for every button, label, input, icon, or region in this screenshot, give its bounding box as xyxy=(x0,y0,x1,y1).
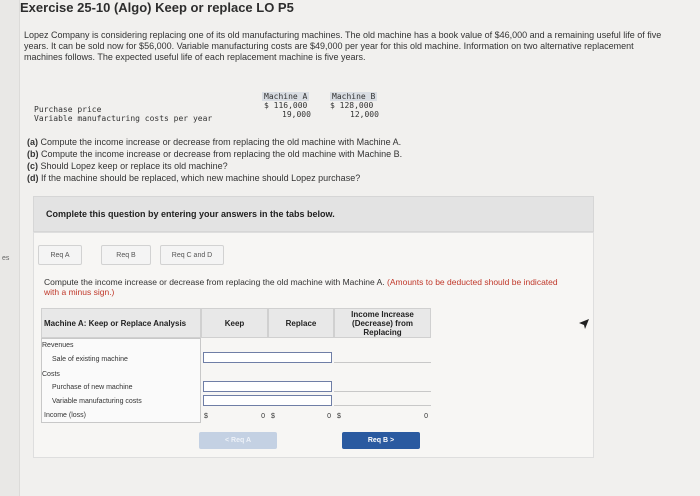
machine-a-header: Machine A xyxy=(264,92,308,101)
row-income-loss: Income (loss) xyxy=(44,412,87,419)
question-list xyxy=(27,136,547,184)
machines-table xyxy=(32,92,402,124)
banner-text: Complete this question by entering your answers in the tabs below. xyxy=(46,209,335,219)
row-sale-existing-machine: Sale of existing machine xyxy=(52,356,128,363)
income-change-total: $ 0 xyxy=(337,413,428,420)
machine-b-variable: 12,000 xyxy=(350,110,379,119)
machine-a-variable: 19,000 xyxy=(282,110,311,119)
row-revenues: Revenues xyxy=(42,342,74,349)
question-d: (d) If the machine should be replaced, which new machine should Lopez purchase? xyxy=(27,173,361,183)
keep-income-total: $ 0 xyxy=(204,413,265,420)
tab-req-a[interactable]: Req A xyxy=(38,245,82,265)
sale-existing-input[interactable] xyxy=(203,352,332,363)
row-purchase-new-machine: Purchase of new machine xyxy=(52,384,133,391)
tab-req-b[interactable]: Req B xyxy=(101,245,151,265)
question-b: (b) Compute the income increase or decrease from replacing the old machine with Machine B. xyxy=(27,149,403,159)
question-a: (a) Compute the income increase or decrease from replacing the old machine with Machine A. xyxy=(27,137,402,147)
replace-header: Replace xyxy=(268,308,334,338)
machine-b-header: Machine B xyxy=(332,92,376,101)
row-variable-costs: Variable manufacturing costs xyxy=(52,398,142,405)
keep-header: Keep xyxy=(201,308,268,338)
machine-b-price: $ 128,000 xyxy=(330,101,374,110)
minus-sign-note: (Amounts to be deducted should be indicated with a minus sign.) xyxy=(44,277,558,297)
question-c: (c) Should Lopez keep or replace its old machine? xyxy=(27,161,228,171)
row-costs: Costs xyxy=(42,371,60,378)
problem-intro: Lopez Company is considering replacing one of its old manufacturing machines. The old machine has a book value of $46,000 and a remaining useful life of five years. It can be sold now for $56,000. Variable manufacturing costs are $49,000 per year for this old machine. Information on two alternative replacement machines follows. The expected useful life of each replacement machine is five years. xyxy=(24,30,662,62)
purchase-price-label: Purchase price xyxy=(34,105,102,114)
machine-a-price: $ 116,000 xyxy=(264,101,308,110)
purchase-new-diff xyxy=(334,381,431,392)
exercise-title: Exercise 25-10 (Algo) Keep or replace LO P5 xyxy=(20,0,294,15)
purchase-new-input[interactable] xyxy=(203,381,332,392)
prev-req-a-button[interactable]: < Req A xyxy=(199,432,277,449)
variable-costs-diff xyxy=(334,395,431,406)
instructions-banner xyxy=(33,196,594,232)
tab-req-c-and-d[interactable]: Req C and D xyxy=(160,245,224,265)
mouse-pointer-icon xyxy=(578,318,590,330)
variable-costs-input[interactable] xyxy=(203,395,332,406)
req-a-instruction: Compute the income increase or decrease from replacing the old machine with Machine A. (Amounts to be deducted should be indicated with a minus sign.) xyxy=(44,277,558,297)
next-req-b-button[interactable]: Req B > xyxy=(342,432,420,449)
variable-costs-label: Variable manufacturing costs per year xyxy=(34,114,213,123)
replace-income-total: $ 0 xyxy=(271,413,331,420)
analysis-header: Machine A: Keep or Replace Analysis xyxy=(41,308,201,338)
page-edge xyxy=(0,0,20,496)
sale-existing-diff xyxy=(334,352,431,363)
side-label: es xyxy=(2,255,10,262)
income-change-header: Income Increase (Decrease) from Replacing xyxy=(334,308,431,338)
